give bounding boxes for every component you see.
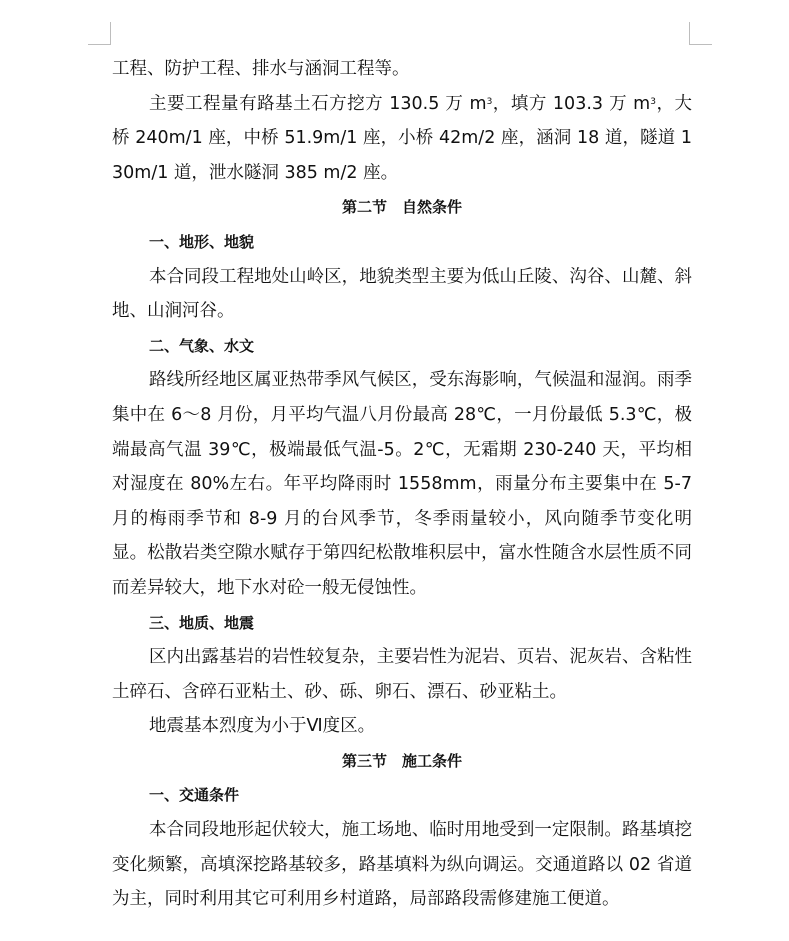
superscript-cubic-2: 3 — [650, 96, 656, 107]
section-heading-construction-conditions: 第三节 施工条件 — [341, 751, 462, 770]
paragraph-traffic: 本合同段地形起伏较大，施工场地、临时用地受到一定限制。路基填挖变化频繁，高填深挖路基较多，路基填料为纵向调运。交通道路以 02 省道为主，同时利用其它可利用乡村道路，局部路段需修建施工便道。 — [112, 820, 692, 910]
subheading-climate: 二、气象、水文 — [149, 336, 255, 355]
superscript-cubic-1: 3 — [486, 96, 493, 107]
page-corner-mark-right — [689, 22, 712, 45]
quantities-text-c: ，大桥 240m/1 座，中桥 51.9m/1 座，小桥 42m/2 座，涵洞 18 道，隧道 130m/1 道，泄水隧洞 385 m/2 座。 — [112, 93, 692, 183]
paragraph-quantities — [112, 87, 692, 191]
paragraph-continuation: 工程、防护工程、排水与涵洞工程等。 — [112, 59, 410, 79]
subheading-traffic: 一、交通条件 — [149, 786, 240, 805]
subheading-geology: 三、地质、地震 — [149, 613, 255, 632]
subheading-terrain: 一、地形、地貌 — [149, 232, 255, 251]
section-heading-natural-conditions: 第二节 自然条件 — [341, 198, 462, 217]
paragraph-seismic: 地震基本烈度为小于Ⅵ度区。 — [149, 716, 376, 737]
document-page — [112, 52, 692, 917]
paragraph-climate: 路线所经地区属亚热带季风气候区，受东海影响，气候温和湿润。雨季集中在 6～8 月份，月平均气温八月份最高 28℃，一月份最低 5.3℃，极端最高气温 39℃，极端最低气温-5。2℃，无霜期 230-240 天，平均相对湿度在 80%左右。年平均降雨时 1558mm，雨量分布主要集中在 5-7 月的梅雨季节和 8-9 月的台风季节，冬季雨量较小，风向随季节变化明显。松散岩类空隙水赋存于第四纪松散堆积层中，富水性随含水层性质不同而差异较大，地下水对砼一般无侵蚀性。 — [112, 370, 692, 598]
quantities-text-a: 主要工程量有路基土石方挖方 130.5 万 m — [149, 93, 487, 114]
paragraph-geology: 区内出露基岩的岩性较复杂，主要岩性为泥岩、页岩、泥灰岩、含粘性土碎石、含碎石亚粘土、砂、砾、卵石、漂石、砂亚粘土。 — [112, 647, 692, 702]
quantities-text-b: ，填方 103.3 万 m — [492, 93, 651, 114]
paragraph-terrain: 本合同段工程地处山岭区，地貌类型主要为低山丘陵、沟谷、山麓、斜地、山涧河谷。 — [112, 266, 692, 322]
page-corner-mark-left — [88, 22, 111, 45]
